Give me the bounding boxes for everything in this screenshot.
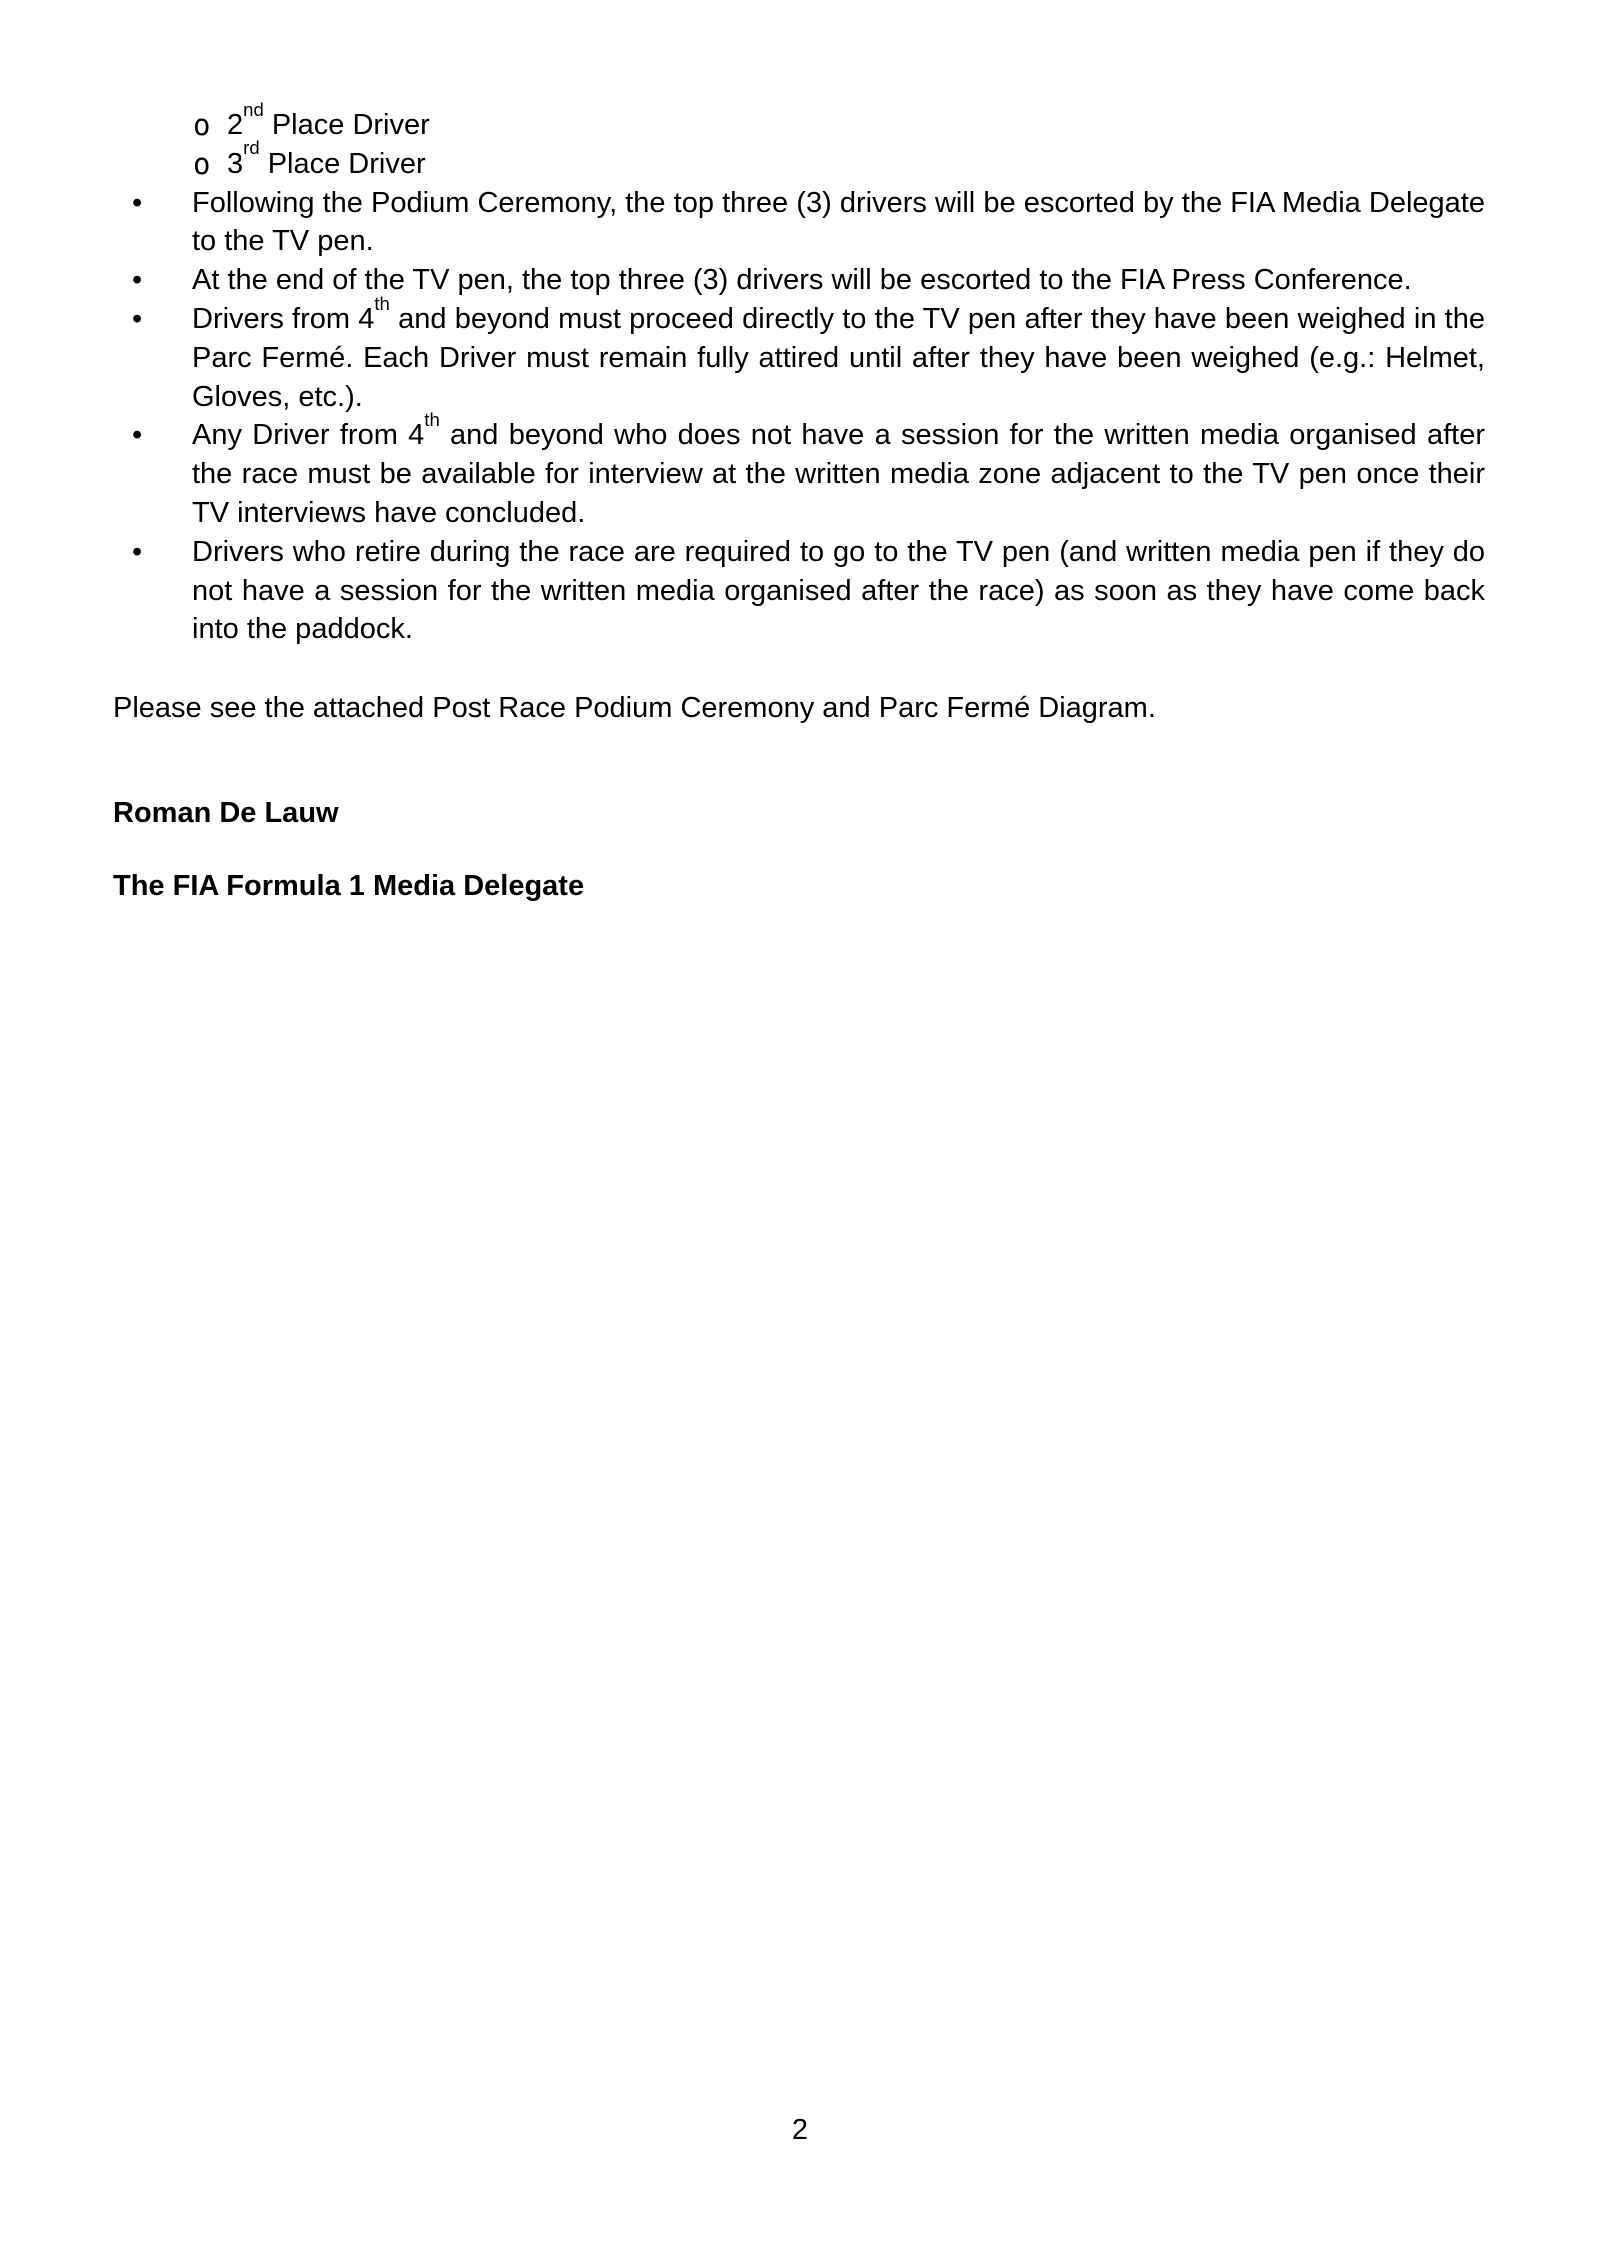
list-item-text [227,137,1485,184]
text-segment: At the end of the TV pen, the top three (3) drivers will be escorted to the FIA Press Conference. [192,264,1412,297]
text-segment: 3 [227,147,244,180]
ordinal-superscript: th [424,408,440,430]
bullet-icon: • [132,186,143,219]
list-item [113,98,1485,145]
text-segment: Following the Podium Ceremony, the top three (3) drivers will be escorted by the FIA Media Delegate to the TV pen. [192,186,1485,258]
list-item [113,184,1485,262]
text-segment: and beyond must proceed directly to the TV pen after they have been weighed in the Parc Fermé. Each Driver must remain fully attired until after they have been weighed (e.g.: Helmet, Gloves, etc.). [192,302,1485,413]
signature-name: Roman De Lauw [113,796,339,829]
list-item-text [192,533,1485,649]
text-segment: 2 [227,109,244,141]
signature-title: The FIA Formula 1 Media Delegate [113,869,585,902]
text-segment: Drivers who retire during the race are required to go to the TV pen (and written media pen if they do not have a session for the written media organised after the race) as soon as they have come back into the paddock. [192,535,1485,646]
text-segment: Place Driver [259,147,426,180]
circle-bullet-icon: o [193,146,211,181]
ordinal-superscript: rd [243,137,260,159]
list-item [113,533,1485,649]
list-item-text [227,98,1485,145]
ordinal-superscript: th [374,292,390,314]
page-number: 2 [791,2114,809,2147]
text-segment: Any Driver from 4 [192,419,425,452]
list-item [113,408,1485,532]
text-segment: and beyond who does not have a session for the written media organised after the race must be available for interview at the written media zone adjacent to the TV pen once their TV interviews have concluded. [192,419,1485,529]
bullet-icon: • [132,264,143,297]
document-body [113,98,1485,906]
list-item [113,261,1485,300]
list-item [113,137,1485,184]
text-segment: Drivers from 4 [192,302,375,335]
list-item-text [192,184,1485,262]
bullet-icon: • [132,302,143,335]
closing-paragraph: Please see the attached Post Race Podium Ceremony and Parc Fermé Diagram. [113,692,1156,725]
bullet-icon: • [132,419,143,452]
circle-bullet-icon: o [193,108,211,142]
ordinal-superscript: nd [243,98,264,120]
text-segment: Place Driver [263,109,430,141]
list-item-text [192,408,1485,532]
bullet-icon: • [132,535,143,568]
list-item-text [192,292,1485,416]
list-item [113,292,1485,416]
